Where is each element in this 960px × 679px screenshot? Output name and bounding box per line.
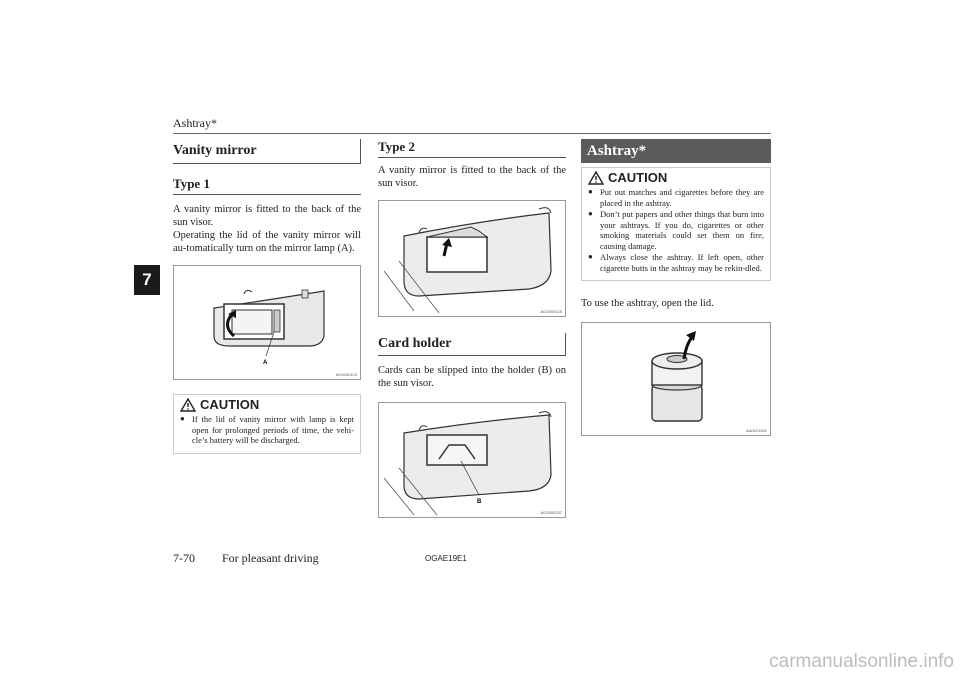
warning-triangle-icon [180,398,196,412]
footer-document-code: OGAE19E1 [425,554,467,563]
paragraph: Operating the lid of the vanity mirror will au-tomatically turn on the mirror lamp (A). [173,230,361,254]
subhead-type-2: Type 2 [378,139,566,158]
column-ashtray [581,133,771,436]
caution-box [581,167,771,281]
caution-header [180,397,354,412]
card-holder-illustration [379,403,565,517]
caution-title: CAUTION [608,170,668,185]
figure-label-a: A [263,360,268,366]
watermark: carmanualsonline.info [769,651,954,672]
column-type-2 [378,133,566,518]
paragraph: To use the ashtray, open the lid. [581,298,714,309]
figure-code: AG0000237 [540,510,562,515]
figure-code: AG0000125 [540,309,562,314]
vanity-mirror-type2-illustration [379,201,565,316]
caution-list [588,187,764,273]
paragraph: Cards can be slipped into the holder (B) on the sun visor. [378,365,566,389]
caution-item: ● Don’t put papers and other things that burn into your ashtrays. If you do, cigarettes or other smoking materials could set them on fire, causing damage. [588,209,764,251]
caution-item: ● Always close the ashtray. If left open, other cigarette butts in the ashtray may be rekin-dled. [588,252,764,273]
column-vanity-mirror [173,133,361,454]
caution-box [173,394,361,454]
footer-page-number: 7-70 [173,551,195,565]
ashtray-illustration [582,323,770,435]
vanity-mirror-illustration [174,266,360,379]
paragraph: A vanity mirror is fitted to the back of the sun visor. [378,165,566,189]
footer-chapter-title: For pleasant driving [222,551,319,565]
warning-triangle-icon [588,171,604,185]
figure-code: AA0021001 [746,428,767,433]
section-title-ashtray: Ashtray* [581,139,771,163]
caution-title: CAUTION [200,397,260,412]
paragraph: A vanity mirror is fitted to the back of the sun visor. [173,204,361,228]
figure-label-b: B [477,499,482,505]
vanity-mirror-figure [173,265,361,380]
card-holder-figure [378,402,566,518]
subhead-type-1: Type 1 [173,176,361,195]
ashtray-figure [581,322,771,436]
chapter-tab: 7 [134,265,160,295]
section-title-card-holder: Card holder [378,333,566,356]
caution-item: ● If the lid of vanity mirror with lamp is kept open for prolonged periods of time, the vehi-cle’s battery will be discharged. [180,414,354,446]
figure-code: AG0000123 [335,372,357,377]
caution-list [180,414,354,446]
caution-item: ● Put out matches and cigarettes before they are placed in the ashtray. [588,187,764,208]
running-head: Ashtray* [173,116,217,130]
section-title-vanity-mirror: Vanity mirror [173,139,361,164]
caution-header [588,170,764,185]
vanity-mirror-type2-figure [378,200,566,317]
